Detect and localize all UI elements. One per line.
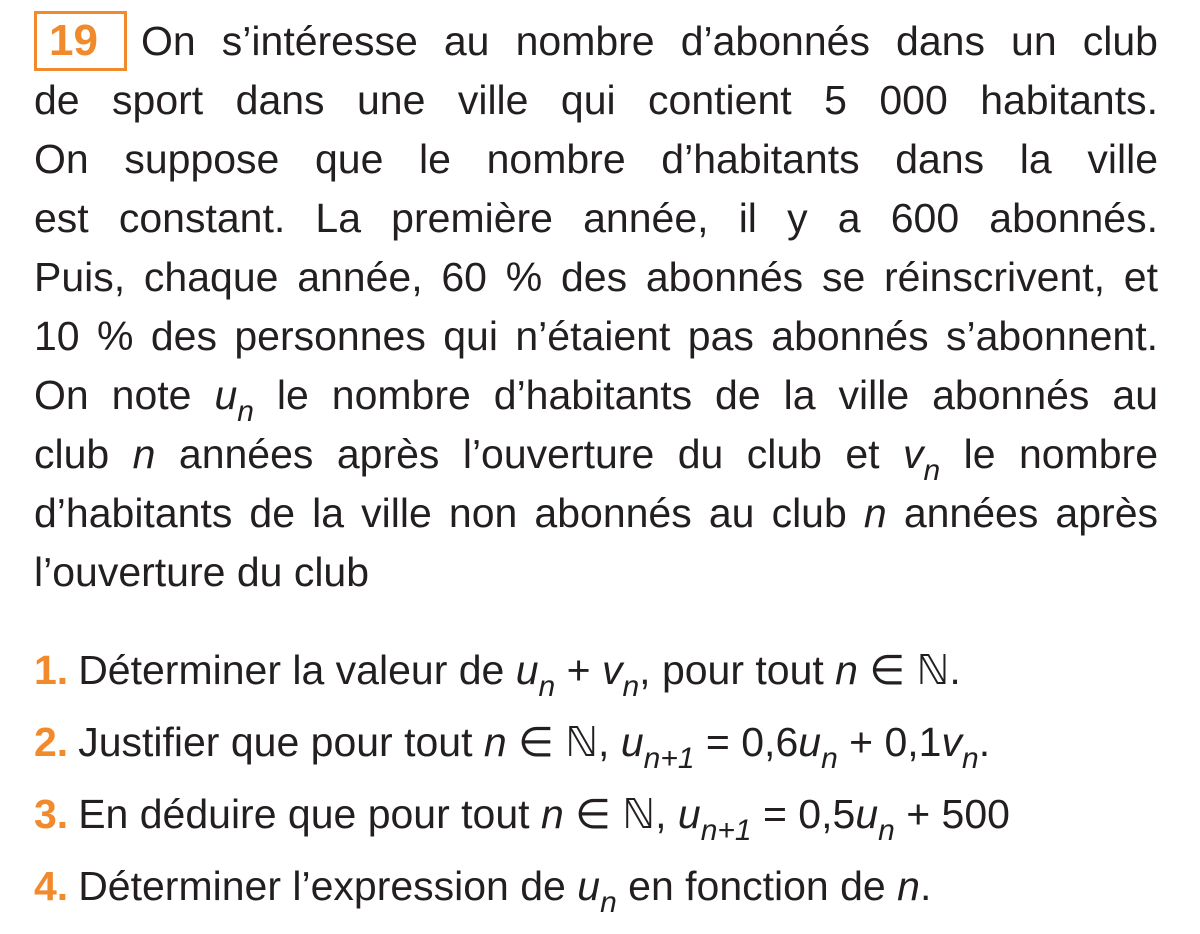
statement-line-8: club n années après l’ouverture du club et $v_n$ le nombre xyxy=(34,431,1158,487)
statement-line-7: On note $u_n$ le nombre d’habitants de la ville abonnés au xyxy=(34,372,1158,428)
statement-line-9: d’habitants de la ville non abonnés au club n années après xyxy=(34,490,1158,536)
question-number: 4. xyxy=(34,863,69,909)
exercise-statement xyxy=(34,12,1158,602)
exercise xyxy=(34,12,1158,919)
question-list xyxy=(34,634,1010,922)
statement-line-3: On suppose que le nombre d’habitants dans la ville xyxy=(34,136,1158,182)
statement-line-4: est constant. La première année, il y a 600 abonnés. xyxy=(34,195,1158,241)
statement-line-10: l’ouverture du club xyxy=(34,549,370,595)
question-number: 1. xyxy=(34,647,69,693)
question-number: 3. xyxy=(34,791,69,837)
statement-line-5: Puis, chaque année, 60 % des abonnés se réinscrivent, et xyxy=(34,254,1158,300)
statement-line-6: 10 % des personnes qui n’étaient pas abonnés s’abonnent. xyxy=(34,313,1158,359)
exercise-number-badge: 19 xyxy=(34,11,127,71)
statement-line-1: 19 On s’intéresse au nombre d’abonnés dans un club xyxy=(34,12,1158,71)
statement-line-2: de sport dans une ville qui contient 5 000 habitants. xyxy=(34,77,1158,123)
question-1: 1. Déterminer la valeur de $u_n + v_n$, pour tout n ∈ ℕ. xyxy=(34,647,961,703)
question-2: 2. Justifier que pour tout n ∈ ℕ, $u_{n+1} = 0,6u_n + 0,1v_n$. xyxy=(34,719,991,775)
question-4: 4. Déterminer l’expression de $u_n$ en fonction de n. xyxy=(34,863,932,919)
question-number: 2. xyxy=(34,719,69,765)
question-3: 3. En déduire que pour tout n ∈ ℕ, $u_{n+1} = 0,5u_n + 500$ xyxy=(34,791,1010,847)
